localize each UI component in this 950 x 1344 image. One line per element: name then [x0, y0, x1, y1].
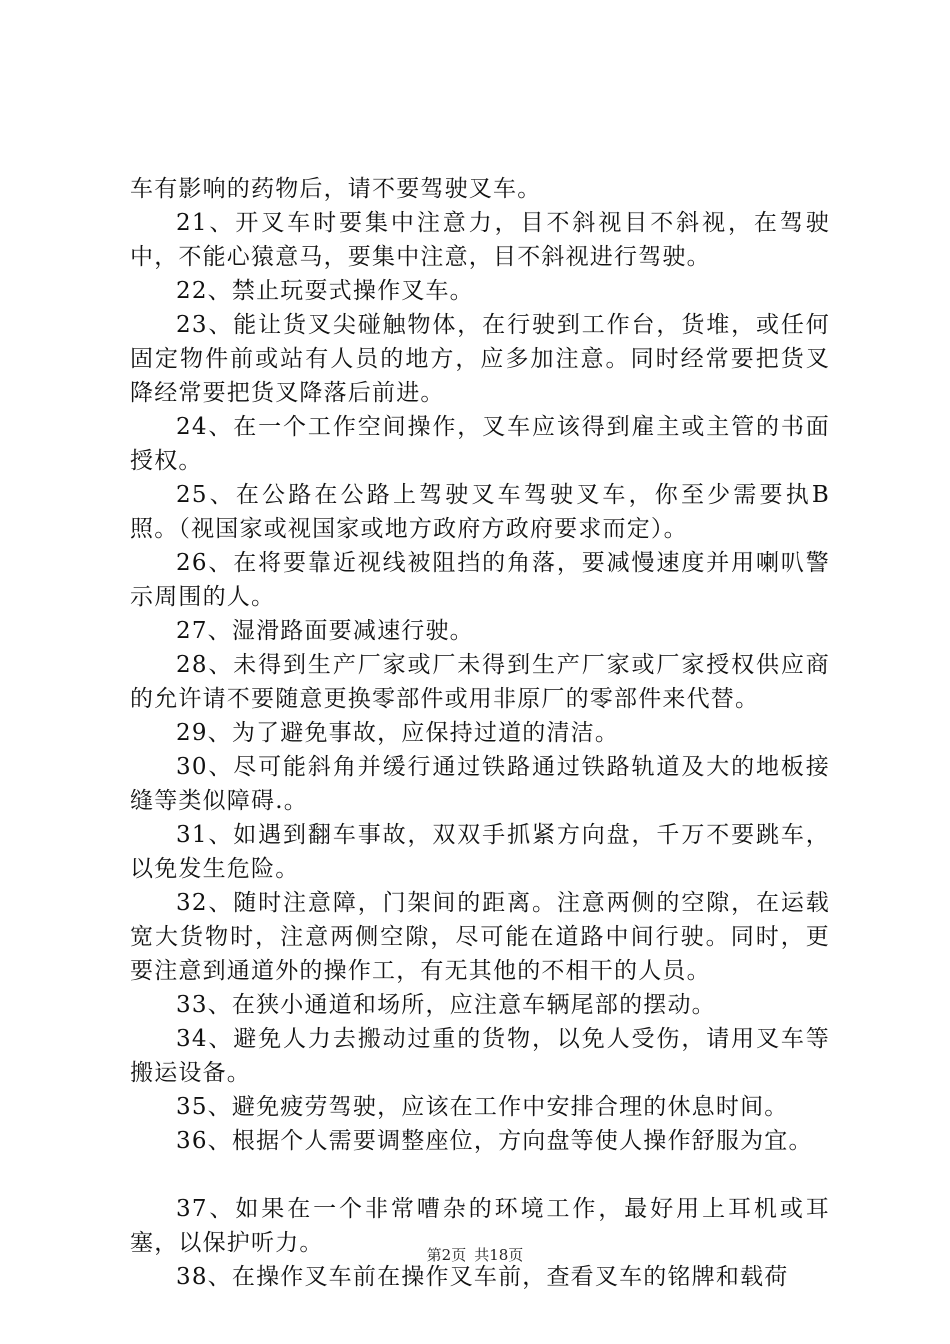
paragraph-item-27: 27、湿滑路面要减速行驶。: [176, 618, 474, 644]
paragraph-item-22: 22、禁止玩耍式操作叉车。: [176, 278, 474, 304]
paragraph-item-36: 36、根据个人需要调整座位，方向盘等使人操作舒服为宜。: [176, 1128, 813, 1154]
paragraph-item-26: 26、在将要靠近视线被阻挡的角落，要减慢速度并用喇叭警示周围的人。: [130, 550, 830, 610]
paragraph-item-29: 29、为了避免事故，应保持过道的清洁。: [176, 720, 620, 746]
paragraph-item-33: 33、在狭小通道和场所，应注意车辆尾部的摆动。: [176, 992, 716, 1018]
paragraph-item-32: 32、随时注意障，门架间的距离。注意两侧的空隙，在运载宽大货物时，注意两侧空隙，尽可能在道路中间行驶。同时，更要注意到通道外的操作工，有无其他的不相干的人员。: [130, 890, 830, 984]
paragraph-item-28: 28、未得到生产厂家或厂未得到生产厂家或厂家授权供应商的允许请不要随意更换零部件或用非原厂的零部件来代替。: [130, 652, 830, 712]
paragraph-item-31: 31、如遇到翻车事故，双双手抓紧方向盘，千万不要跳车，以免发生危险。: [130, 822, 830, 882]
paragraph-item-37: 37、如果在一个非常嘈杂的环境工作，最好用上耳机或耳塞，以保护听力。: [130, 1196, 830, 1256]
paragraph-continued: 车有影响的药物后，请不要驾驶叉车。: [130, 176, 542, 202]
page-number: 第2页: [426, 1246, 467, 1264]
paragraph-item-35: 35、避免疲劳驾驶，应该在工作中安排合理的休息时间。: [176, 1094, 789, 1120]
paragraph-item-25: 25、在公路在公路上驾驶叉车驾驶叉车，你至少需要执B照。（视国家或视国家或地方政府方政府要求而定）。: [130, 482, 830, 542]
page-total: 共18页: [474, 1246, 524, 1264]
paragraph-item-30: 30、尽可能斜角并缓行通过铁路通过铁路轨道及大的地板接缝等类似障碍.。: [130, 754, 830, 814]
page-footer: [0, 1244, 950, 1265]
paragraph-item-38: 38、在操作叉车前在操作叉车前，查看叉车的铭牌和载荷: [176, 1264, 789, 1290]
paragraph-item-23: 23、能让货叉尖碰触物体，在行驶到工作台，货堆，或任何固定物件前或站有人员的地方，应多加注意。同时经常要把货叉降经常要把货叉降落后前进。: [130, 312, 830, 406]
paragraph-item-21: 21、开叉车时要集中注意力，目不斜视目不斜视，在驾驶中，不能心猿意马，要集中注意，目不斜视进行驾驶。: [130, 210, 830, 270]
document-body: [130, 172, 830, 1294]
paragraph-item-34: 34、避免人力去搬动过重的货物，以免人受伤，请用叉车等搬运设备。: [130, 1026, 830, 1086]
paragraph-item-24: 24、在一个工作空间操作，叉车应该得到雇主或主管的书面授权。: [130, 414, 830, 474]
